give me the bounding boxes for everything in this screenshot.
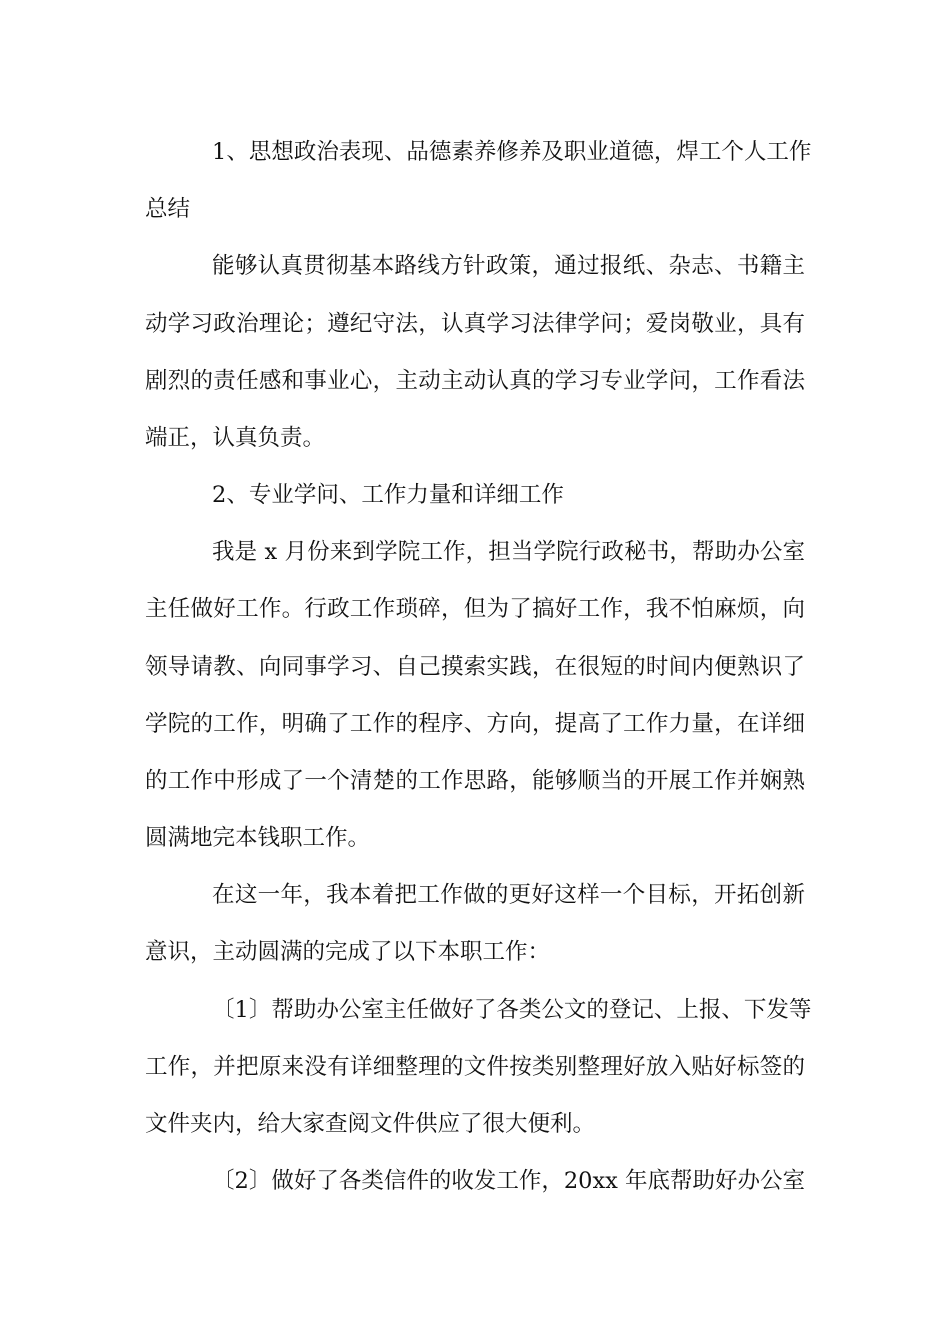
paragraph-line: 端正，认真负责。 — [145, 425, 326, 451]
paragraph-line: 圆满地完本钱职工作。 — [145, 825, 371, 851]
list-item-2: 〔2〕做好了各类信件的收发工作，20xx 年底帮助好办公室 — [212, 1168, 805, 1194]
paragraph-line: 领导请教、向同事学习、自己摸索实践，在很短的时间内便熟识了 — [145, 654, 805, 680]
paragraph-line: 能够认真贯彻基本路线方针政策，通过报纸、杂志、书籍主 — [212, 253, 805, 279]
paragraph-line: 意识，主动圆满的完成了以下本职工作： — [145, 939, 551, 965]
paragraph-line: 学院的工作，明确了工作的程序、方向，提高了工作力量，在详细 — [145, 711, 805, 737]
paragraph-line: 的工作中形成了一个清楚的工作思路，能够顺当的开展工作并娴熟 — [145, 768, 805, 794]
paragraph-line: 工作，并把原来没有详细整理的文件按类别整理好放入贴好标签的 — [145, 1054, 805, 1080]
heading-section-1-continued: 总结 — [145, 196, 191, 222]
paragraph-line: 我是 x 月份来到学院工作，担当学院行政秘书，帮助办公室 — [212, 539, 805, 565]
heading-section-1: 1、思想政治表现、品德素养修养及职业道德，焊工个人工作 — [212, 139, 812, 165]
paragraph-line: 主任做好工作。行政工作琐碎，但为了搞好工作，我不怕麻烦，向 — [145, 596, 805, 622]
paragraph-line: 动学习政治理论；遵纪守法，认真学习法律学问；爱岗敬业，具有 — [145, 311, 805, 337]
list-item-1: 〔1〕帮助办公室主任做好了各类公文的登记、上报、下发等 — [212, 997, 812, 1023]
paragraph-line: 文件夹内，给大家查阅文件供应了很大便利。 — [145, 1111, 596, 1137]
paragraph-line: 剧烈的责任感和事业心，主动主动认真的学习专业学问，工作看法 — [145, 368, 805, 394]
heading-section-2: 2、专业学问、工作力量和详细工作 — [212, 482, 564, 508]
paragraph-line: 在这一年，我本着把工作做的更好这样一个目标，开拓创新 — [212, 882, 805, 908]
